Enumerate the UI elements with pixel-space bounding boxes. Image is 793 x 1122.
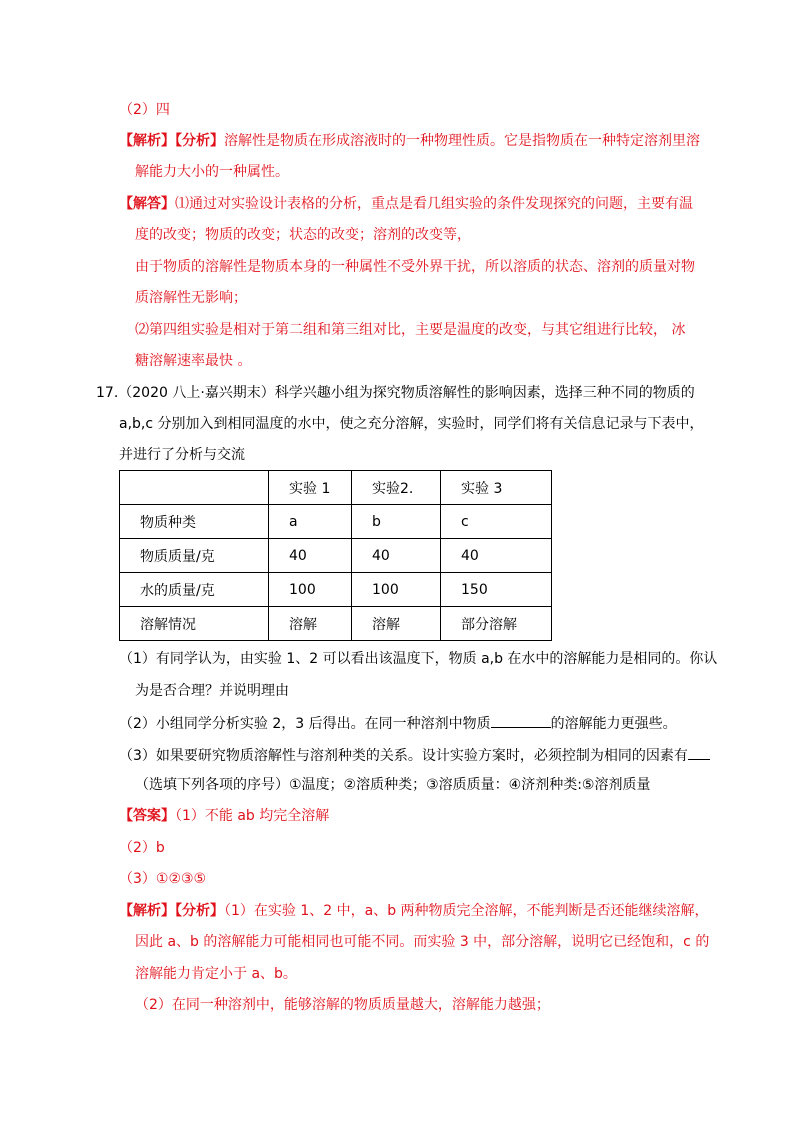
q17-analysis-line-4: （2）在同一种溶剂中，能够溶解的物质质量越大，溶解能力越强； — [135, 997, 550, 1013]
q17-analysis-line-2: 因此 a、b 的溶解能力可能相同也可能不同。而实验 3 中，部分溶解，说明它已经饱和，c 的 — [135, 934, 710, 950]
q17-answer-line-3: （3）①②③⑤ — [119, 871, 207, 887]
table-cell: 物质种类 — [120, 505, 269, 539]
table-cell: 部分溶解 — [441, 607, 552, 641]
table-cell: 40 — [441, 539, 552, 573]
table-header-cell: 实验 3 — [441, 471, 552, 505]
table-header-row — [120, 471, 552, 505]
table-cell: 水的质量/克 — [120, 573, 269, 607]
table-cell: 40 — [269, 539, 352, 573]
prev-solution-line-5: ⑵第四组实验是相对于第二组和第三组对比，主要是温度的改变，与其它组进行比较， 冰 — [135, 322, 686, 338]
prev-solution-line-4: 质溶解性无影响； — [135, 290, 247, 306]
answer-blank — [688, 744, 710, 760]
table-cell: 溶解 — [352, 607, 441, 641]
q17-sub2-text-a: （2）小组同学分析实验 2，3 后得出。在同一种溶剂中物质 — [119, 716, 491, 732]
table-cell: 溶解 — [269, 607, 352, 641]
q17-sub3-line-1 — [119, 744, 710, 766]
table-cell: a — [269, 505, 352, 539]
solution-text: ⑴通过对实验设计表格的分析，重点是看几组实验的条件发现探究的问题，主要有温 — [175, 196, 693, 212]
q17-stem-line-2: a,b,c 分别加入到相同温度的水中，使之充分溶解，实验时，同学们将有关信息记录与下表中， — [119, 416, 704, 432]
analysis-tag: 【解析】【分析】 — [119, 903, 224, 919]
q17-analysis-line-1 — [119, 901, 709, 921]
solution-tag: 【解答】 — [119, 196, 175, 212]
table-row — [120, 505, 552, 539]
q17-answer-line-2: （2）b — [119, 840, 165, 856]
table-cell: 150 — [441, 573, 552, 607]
q17-sub3-line-2: （选填下列各项的序号）①温度；②溶质种类；③溶质质量：④济剂种类:⑤溶剂质量 — [135, 777, 651, 793]
table-cell: 100 — [269, 573, 352, 607]
q17-sub3-text: （3）如果要研究物质溶解性与溶剂种类的关系。设计实验方案时，必须控制为相同的因素有 — [119, 748, 688, 764]
analysis-tag: 【解析】【分析】 — [119, 133, 224, 149]
experiment-table — [119, 470, 552, 641]
q17-answer-line-1 — [119, 806, 329, 826]
q17-sub1-line-2: 为是否合理？并说明理由 — [135, 683, 289, 699]
q17-stem-line-3: 并进行了分析与交流 — [119, 447, 245, 463]
prev-solution-line-6: 糖溶解速率最快 。 — [135, 353, 252, 369]
table-row — [120, 573, 552, 607]
table-cell: b — [352, 505, 441, 539]
q17-sub2 — [119, 712, 677, 734]
table-row — [120, 539, 552, 573]
answer-text: （1）不能 ab 均完全溶解 — [175, 808, 330, 824]
table-cell: 物质质量/克 — [120, 539, 269, 573]
prev-analysis-line-1 — [119, 131, 700, 151]
q17-sub2-text-b: 的溶解能力更强些。 — [550, 716, 677, 732]
prev-solution-line-2: 度的改变；物质的改变；状态的改变；溶剂的改变等， — [135, 227, 471, 243]
q17-sub1-line-1: （1）有同学认为，由实验 1、2 可以看出该温度下，物质 a,b 在水中的溶解能力是相同的。你认 — [119, 651, 718, 667]
q17-analysis-line-3: 溶解能力肯定小于 a、b。 — [135, 966, 297, 982]
table-cell: c — [441, 505, 552, 539]
table-row — [120, 607, 552, 641]
table-cell: 溶解情况 — [120, 607, 269, 641]
table-header-cell: 实验2. — [352, 471, 441, 505]
answer-blank — [491, 712, 551, 728]
prev-answer-2: （2）四 — [119, 102, 170, 118]
q17-stem-line-1: 17.（2020 八上·嘉兴期末）科学兴趣小组为探究物质溶解性的影响因素，选择三种不同的物质的 — [96, 385, 695, 401]
table-header-cell: 实验 1 — [269, 471, 352, 505]
table-cell: 100 — [352, 573, 441, 607]
analysis-text: （1）在实验 1、2 中，a、b 两种物质完全溶解，不能判断是否还能继续溶解， — [224, 903, 709, 919]
table-cell: 40 — [352, 539, 441, 573]
prev-solution-line-3: 由于物质的溶解性是物质本身的一种属性不受外界干扰，所以溶质的状态、溶剂的质量对物 — [135, 259, 695, 275]
analysis-text: 溶解性是物质在形成溶液时的一种物理性质。它是指物质在一种特定溶剂里溶 — [224, 133, 700, 149]
answer-tag: 【答案】 — [119, 808, 175, 824]
prev-solution-line-1 — [119, 194, 693, 214]
table-header-cell — [120, 471, 269, 505]
prev-analysis-line-2: 解能力大小的一种属性。 — [135, 164, 289, 180]
